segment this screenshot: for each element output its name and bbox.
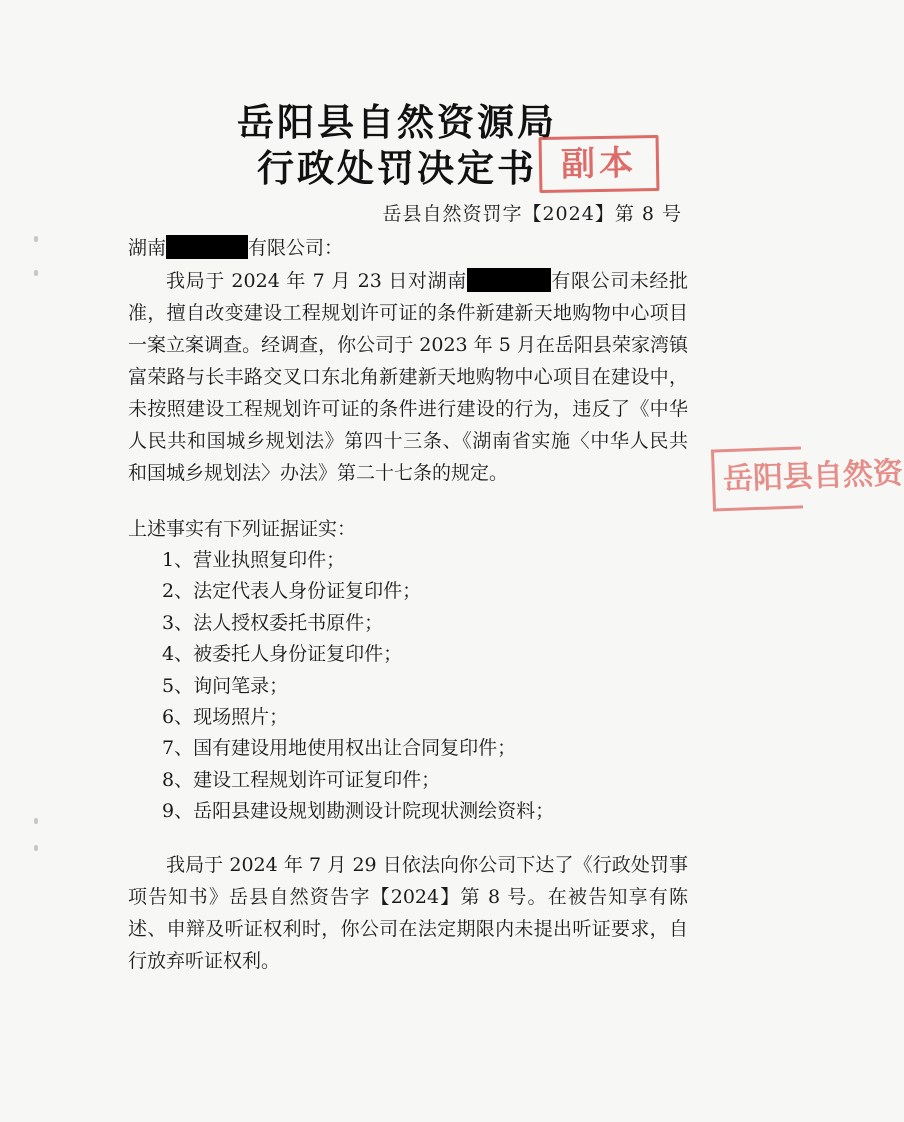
seal-stamp-partial: 岳阳县自然资 bbox=[711, 446, 803, 511]
binding-hole bbox=[34, 845, 38, 851]
paragraph-facts-part2: 有限公司未经批准，擅自改变建设工程规划许可证的条件新建新天地购物中心项目一案立案调查。经调查，你公司于 2023 年 5 月在岳阳县荣家湾镇富荣路与长丰路交叉口东北角新建新天地购物中心项目在建设中，未按照建设工程规划许可证的条件进行建设的行为，违反了《中华人民共和国城乡规划法》第四十三条、《湖南省实施〈中华人民共和国城乡规划法〉办法》第二十七条的规定。 bbox=[128, 270, 688, 484]
redaction-box bbox=[467, 268, 551, 292]
addressee bbox=[128, 232, 688, 264]
paragraph-notice: 我局于 2024 年 7 月 29 日依法向你公司下达了《行政处罚事项告知书》岳县自然资告字【2024】第 8 号。在被告知享有陈述、申辩及听证权利时，你公司在法定期限内未提出听证要求，自行放弃听证权利。 bbox=[128, 854, 688, 972]
evidence-list bbox=[162, 545, 682, 828]
evidence-item: 8、建设工程规划许可证复印件； bbox=[162, 768, 441, 791]
evidence-lead: 上述事实有下列证据证实： bbox=[128, 518, 357, 540]
evidence-item: 4、被委托人身份证复印件； bbox=[162, 643, 403, 666]
copy-stamp: 副本 bbox=[539, 135, 660, 193]
evidence-item: 6、现场照片； bbox=[162, 705, 289, 728]
binding-hole bbox=[34, 818, 38, 824]
binding-hole bbox=[34, 236, 38, 242]
document-number: 岳县自然资罚字【2024】第 8 号 bbox=[382, 203, 682, 225]
paragraph-facts-part1: 我局于 2024 年 7 月 23 日对湖南 bbox=[166, 270, 467, 292]
document-title-line1: 岳阳县自然资源局 bbox=[237, 101, 557, 144]
paragraph-facts bbox=[128, 265, 688, 489]
addressee-suffix: 有限公司： bbox=[248, 237, 344, 259]
evidence-item: 7、国有建设用地使用权出让合同复印件； bbox=[162, 737, 517, 760]
evidence-item: 3、法人授权委托书原件； bbox=[162, 611, 384, 634]
addressee-prefix: 湖南 bbox=[128, 237, 167, 259]
evidence-item: 5、询问笔录； bbox=[162, 674, 289, 697]
redaction-box bbox=[166, 235, 248, 259]
document-title-line2: 行政处罚决定书 bbox=[257, 147, 537, 190]
evidence-item: 9、岳阳县建设规划勘测设计院现状测绘资料； bbox=[162, 800, 555, 823]
evidence-item: 1、营业执照复印件； bbox=[162, 549, 346, 571]
binding-hole bbox=[34, 270, 38, 276]
evidence-item: 2、法定代表人身份证复印件； bbox=[162, 580, 422, 603]
